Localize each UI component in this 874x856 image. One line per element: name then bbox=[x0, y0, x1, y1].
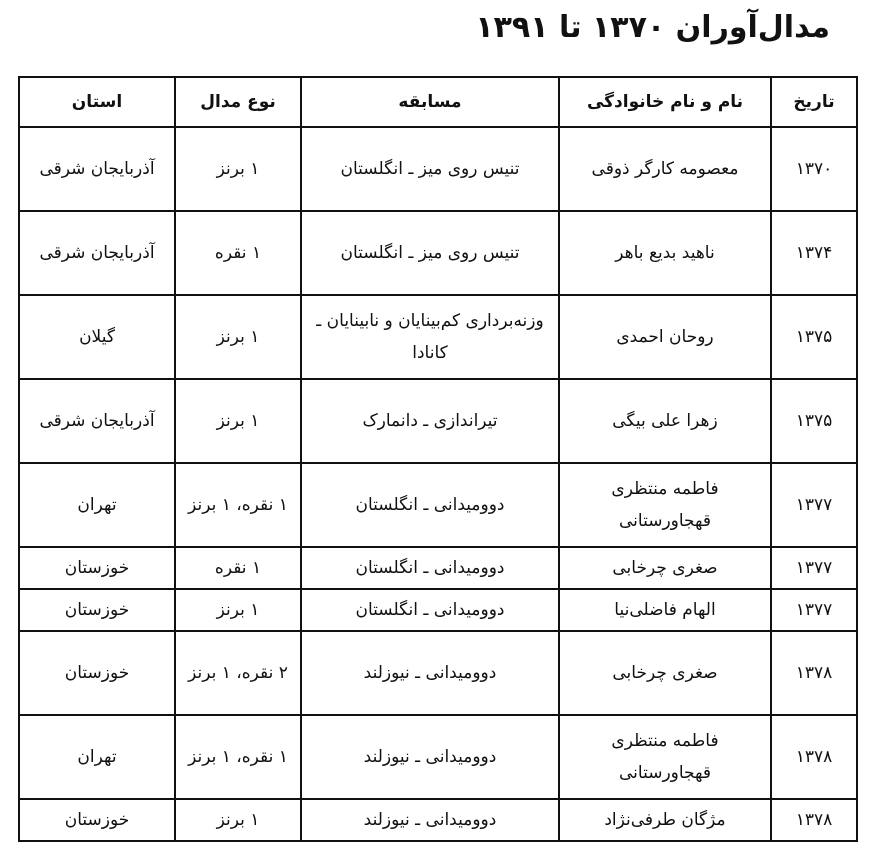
cell-competition: تیراندازی ـ دانمارک bbox=[301, 379, 559, 463]
cell-date: ۱۳۷۸ bbox=[771, 631, 857, 715]
cell-date: ۱۳۷۰ bbox=[771, 127, 857, 211]
cell-name: روحان احمدی bbox=[559, 295, 771, 379]
cell-date: ۱۳۷۸ bbox=[771, 799, 857, 841]
table-row bbox=[19, 715, 857, 799]
table-row bbox=[19, 799, 857, 841]
cell-medal: ۱ برنز bbox=[175, 127, 301, 211]
cell-medal: ۱ برنز bbox=[175, 799, 301, 841]
column-header-province: استان bbox=[19, 77, 175, 127]
cell-medal: ۱ برنز bbox=[175, 379, 301, 463]
table-header-row bbox=[19, 77, 857, 127]
cell-medal: ۱ نقره، ۱ برنز bbox=[175, 463, 301, 547]
cell-competition: دوومیدانی ـ انگلستان bbox=[301, 463, 559, 547]
cell-medal: ۱ نقره، ۱ برنز bbox=[175, 715, 301, 799]
table-row bbox=[19, 127, 857, 211]
table-row bbox=[19, 463, 857, 547]
cell-competition: دوومیدانی ـ انگلستان bbox=[301, 589, 559, 631]
medalists-table-container bbox=[20, 76, 858, 842]
cell-name: فاطمه منتظری قهجاورستانی bbox=[559, 715, 771, 799]
cell-province: آذربایجان شرقی bbox=[19, 211, 175, 295]
cell-province: خوزستان bbox=[19, 589, 175, 631]
cell-name: الهام فاضلی‌نیا bbox=[559, 589, 771, 631]
table-row bbox=[19, 547, 857, 589]
table-row bbox=[19, 295, 857, 379]
cell-date: ۱۳۷۵ bbox=[771, 379, 857, 463]
cell-competition: دوومیدانی ـ نیوزلند bbox=[301, 715, 559, 799]
cell-date: ۱۳۷۷ bbox=[771, 589, 857, 631]
cell-competition: وزنه‌برداری کم‌بینایان و نابینایان ـ کانادا bbox=[301, 295, 559, 379]
cell-province: تهران bbox=[19, 715, 175, 799]
cell-name: صغری چرخابی bbox=[559, 631, 771, 715]
table-row bbox=[19, 211, 857, 295]
cell-province: آذربایجان شرقی bbox=[19, 379, 175, 463]
cell-name: مژگان طرفی‌نژاد bbox=[559, 799, 771, 841]
cell-date: ۱۳۷۴ bbox=[771, 211, 857, 295]
cell-name: صغری چرخابی bbox=[559, 547, 771, 589]
cell-date: ۱۳۷۷ bbox=[771, 463, 857, 547]
medalists-table bbox=[18, 76, 858, 842]
column-header-medal: نوع مدال bbox=[175, 77, 301, 127]
cell-province: خوزستان bbox=[19, 631, 175, 715]
table-row bbox=[19, 631, 857, 715]
cell-name: ناهید بدیع باهر bbox=[559, 211, 771, 295]
cell-competition: دوومیدانی ـ انگلستان bbox=[301, 547, 559, 589]
cell-name: معصومه کارگر ذوقی bbox=[559, 127, 771, 211]
table-row bbox=[19, 379, 857, 463]
cell-date: ۱۳۷۸ bbox=[771, 715, 857, 799]
cell-competition: تنیس روی میز ـ انگلستان bbox=[301, 127, 559, 211]
column-header-date: تاریخ bbox=[771, 77, 857, 127]
cell-province: خوزستان bbox=[19, 799, 175, 841]
cell-province: گیلان bbox=[19, 295, 175, 379]
cell-date: ۱۳۷۵ bbox=[771, 295, 857, 379]
column-header-name: نام و نام خانوادگی bbox=[559, 77, 771, 127]
cell-name: فاطمه منتظری قهجاورستانی bbox=[559, 463, 771, 547]
cell-medal: ۲ نقره، ۱ برنز bbox=[175, 631, 301, 715]
cell-medal: ۱ برنز bbox=[175, 589, 301, 631]
table-row bbox=[19, 589, 857, 631]
cell-province: تهران bbox=[19, 463, 175, 547]
cell-name: زهرا علی بیگی bbox=[559, 379, 771, 463]
cell-medal: ۱ نقره bbox=[175, 547, 301, 589]
cell-competition: تنیس روی میز ـ انگلستان bbox=[301, 211, 559, 295]
cell-province: آذربایجان شرقی bbox=[19, 127, 175, 211]
cell-competition: دوومیدانی ـ نیوزلند bbox=[301, 799, 559, 841]
cell-medal: ۱ نقره bbox=[175, 211, 301, 295]
cell-province: خوزستان bbox=[19, 547, 175, 589]
page-title: مدال‌آوران ۱۳۷۰ تا ۱۳۹۱ bbox=[475, 10, 830, 45]
column-header-competition: مسابقه bbox=[301, 77, 559, 127]
cell-competition: دوومیدانی ـ نیوزلند bbox=[301, 631, 559, 715]
cell-medal: ۱ برنز bbox=[175, 295, 301, 379]
cell-date: ۱۳۷۷ bbox=[771, 547, 857, 589]
